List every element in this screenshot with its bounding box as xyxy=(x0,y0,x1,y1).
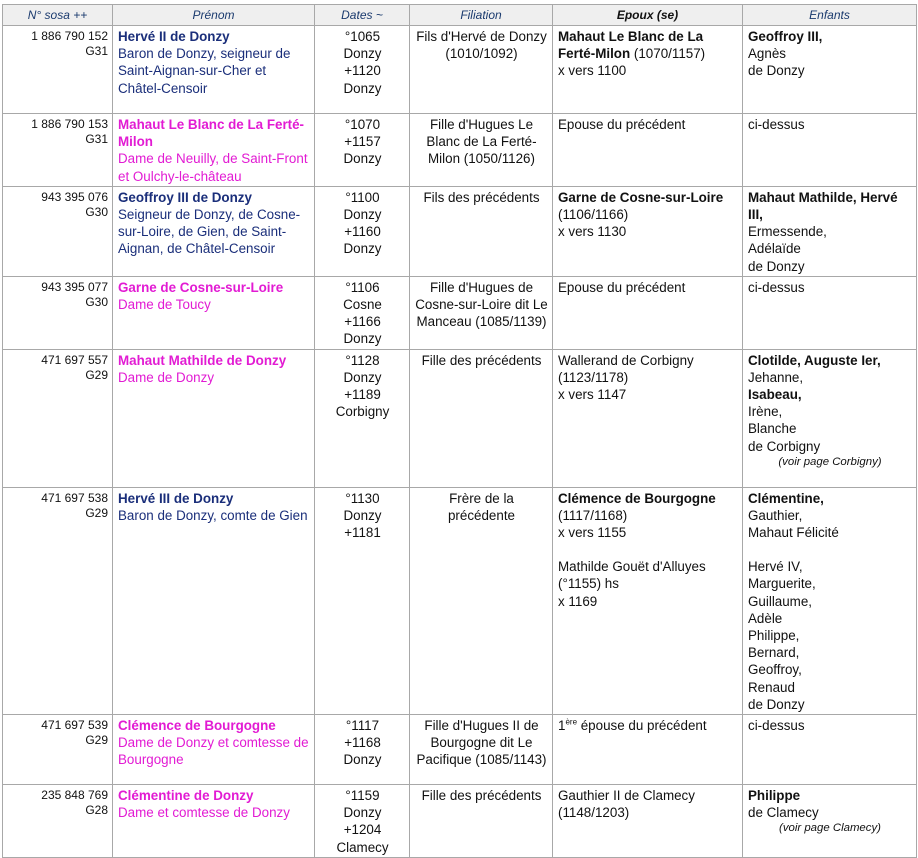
spouse-dates: (1070/1157) xyxy=(630,46,706,62)
sosa-number: 471 697 557 xyxy=(41,352,108,367)
table-row xyxy=(3,186,917,276)
generation: G29 xyxy=(85,367,108,382)
sosa-number: 471 697 538 xyxy=(41,490,108,505)
child-name: Agnès xyxy=(748,46,786,62)
dates-cell xyxy=(315,26,410,114)
children-cell: ci-dessus xyxy=(743,276,917,349)
dates-cell xyxy=(315,349,410,487)
marriage-date: x vers 1155 xyxy=(558,525,627,541)
birth-place: Donzy xyxy=(343,507,382,523)
death-place: Donzy xyxy=(343,752,382,768)
dates-cell xyxy=(315,487,410,714)
table-row xyxy=(3,26,917,114)
table-row xyxy=(3,785,917,858)
sosa-number: 1 886 790 153 xyxy=(31,117,108,131)
child-surname: de Corbigny xyxy=(748,438,821,454)
person-cell xyxy=(113,349,315,487)
filiation-cell: Fils d'Hervé de Donzy (1010/1092) xyxy=(410,26,553,114)
death-date: +1166 xyxy=(344,314,381,330)
children-cell xyxy=(743,785,917,858)
child-name: Bernard, xyxy=(748,645,800,661)
table-row xyxy=(3,114,917,187)
generation: G30 xyxy=(85,294,108,309)
generation: G31 xyxy=(85,44,108,58)
person-cell xyxy=(113,487,315,714)
child-name: Irène, xyxy=(748,404,783,420)
table-row xyxy=(3,349,917,487)
death-place: Donzy xyxy=(343,331,382,347)
birth-place: Cosne xyxy=(343,297,382,313)
header-row xyxy=(3,5,917,26)
spouse-rank-suffix: ère xyxy=(565,717,578,727)
birth-date: °1117 xyxy=(345,718,380,734)
filiation-cell: Fille d'Hugues II de Bourgogne dit Le Pacifique (1085/1143) xyxy=(410,715,553,785)
header-filiation: Filiation xyxy=(410,5,553,26)
sosa-cell xyxy=(3,114,113,187)
birth-place: Donzy xyxy=(343,805,382,821)
person-cell xyxy=(113,186,315,276)
second-marriage-date: x 1169 xyxy=(558,593,598,609)
child-name: Guillaume, xyxy=(748,593,813,609)
child-name: Adélaïde xyxy=(748,241,801,257)
spouse-cell xyxy=(553,26,743,114)
generation: G28 xyxy=(85,803,108,818)
child-name: Philippe, xyxy=(748,628,800,644)
child-name: Hervé IV, xyxy=(748,559,803,575)
filiation-cell: Fille des précédents xyxy=(410,349,553,487)
death-place: Donzy xyxy=(343,151,382,167)
child-name: Clémentine, xyxy=(748,490,824,506)
children-cell xyxy=(743,349,917,487)
filiation-cell: Fille d'Hugues Le Blanc de La Ferté-Milon (1050/1126) xyxy=(410,114,553,187)
person-cell xyxy=(113,26,315,114)
spouse-name: Wallerand de Corbigny (1123/1178) xyxy=(558,352,694,385)
header-enfants: Enfants xyxy=(743,5,917,26)
child-name: Marguerite, xyxy=(748,576,816,592)
person-name: Mahaut Mathilde de Donzy xyxy=(118,352,287,368)
child-surname: de Clamecy xyxy=(748,805,819,821)
dates-cell xyxy=(315,186,410,276)
child-name: Clotilde, Auguste Ier, xyxy=(748,352,881,368)
sosa-cell xyxy=(3,26,113,114)
person-title: Dame de Toucy xyxy=(118,297,211,313)
child-name: Mahaut Félicité xyxy=(748,525,839,541)
spouse-name: Garne de Cosne-sur-Loire xyxy=(558,189,724,205)
spouse-cell xyxy=(553,349,743,487)
second-spouse: Mathilde Gouët d'Alluyes (°1155) hs xyxy=(558,559,706,592)
marriage-date: x vers 1147 xyxy=(558,387,627,403)
spouse-dates: (1106/1166) xyxy=(558,207,629,223)
header-epoux: Epoux (se) xyxy=(553,5,743,26)
death-place: Donzy xyxy=(343,241,382,257)
child-name: Adèle xyxy=(748,610,783,626)
birth-date: °1159 xyxy=(345,788,380,804)
child-name: Renaud xyxy=(748,679,795,695)
person-name: Mahaut Le Blanc de La Ferté-Milon xyxy=(118,117,305,150)
dates-cell xyxy=(315,785,410,858)
genealogy-table xyxy=(2,4,917,858)
death-date: +1181 xyxy=(344,525,381,541)
sosa-number: 943 395 077 xyxy=(41,279,108,294)
child-name: Philippe xyxy=(748,788,801,804)
person-name: Garne de Cosne-sur-Loire xyxy=(118,279,284,295)
death-place: Corbigny xyxy=(335,404,390,420)
person-cell xyxy=(113,114,315,187)
children-cell xyxy=(743,487,917,714)
person-title: Baron de Donzy, comte de Gien xyxy=(118,507,308,523)
birth-date: °1070 xyxy=(344,117,381,132)
person-cell xyxy=(113,785,315,858)
child-name: Geoffroy, xyxy=(748,662,802,678)
child-name: Jehanne, xyxy=(748,369,804,385)
death-place: Clamecy xyxy=(336,839,389,855)
person-title: Baron de Donzy, seigneur de Saint-Aignan-sur-Cher et Châtel-Censoir xyxy=(118,46,291,96)
person-title: Dame de Neuilly, de Saint-Front et Oulchy-le-château xyxy=(118,151,308,184)
death-date: +1157 xyxy=(344,134,381,150)
birth-place: Donzy xyxy=(343,207,382,223)
header-sosa: N° sosa ++ xyxy=(3,5,113,26)
marriage-date: x vers 1130 xyxy=(558,224,627,240)
sosa-cell xyxy=(3,349,113,487)
person-name: Hervé III de Donzy xyxy=(118,490,234,506)
filiation-cell: Fils des précédents xyxy=(410,186,553,276)
spouse-cell xyxy=(553,715,743,785)
see-page-note: (voir page Clamecy) xyxy=(779,822,881,835)
sosa-cell xyxy=(3,785,113,858)
person-name: Geoffroy III de Donzy xyxy=(118,189,252,205)
child-surname: de Donzy xyxy=(748,63,805,79)
birth-date: °1130 xyxy=(345,490,380,506)
dates-cell xyxy=(315,276,410,349)
person-name: Hervé II de Donzy xyxy=(118,29,230,44)
birth-date: °1106 xyxy=(345,279,380,295)
spouse-text: épouse du précédent xyxy=(577,718,707,734)
spouse-cell xyxy=(553,487,743,714)
person-cell xyxy=(113,715,315,785)
generation: G31 xyxy=(85,132,108,146)
child-name: Geoffroy III, xyxy=(748,29,823,44)
child-name: Gauthier, xyxy=(748,507,803,523)
spouse-cell: Gauthier II de Clamecy (1148/1203) xyxy=(553,785,743,858)
sosa-number: 943 395 076 xyxy=(41,189,108,204)
header-prenom: Prénom xyxy=(113,5,315,26)
birth-date: °1065 xyxy=(344,29,381,44)
spouse-cell: Epouse du précédent xyxy=(553,114,743,187)
death-date: +1189 xyxy=(344,387,381,403)
sosa-number: 235 848 769 xyxy=(41,788,108,803)
children-cell: ci-dessus xyxy=(743,114,917,187)
birth-place: Donzy xyxy=(343,46,382,62)
sosa-cell xyxy=(3,715,113,785)
child-name: Blanche xyxy=(748,421,797,437)
table-row xyxy=(3,487,917,714)
person-title: Dame et comtesse de Donzy xyxy=(118,805,290,821)
child-name: Ermessende, xyxy=(748,224,827,240)
child-surname: de Donzy xyxy=(748,696,805,712)
table-row xyxy=(3,715,917,785)
person-cell xyxy=(113,276,315,349)
sosa-number: 1 886 790 152 xyxy=(31,29,108,43)
death-date: +1120 xyxy=(344,63,381,79)
birth-date: °1128 xyxy=(345,352,380,368)
person-name: Clémentine de Donzy xyxy=(118,788,254,804)
child-surname: de Donzy xyxy=(748,258,805,274)
person-title: Dame de Donzy et comtesse de Bourgogne xyxy=(118,735,309,768)
death-place: Donzy xyxy=(343,80,382,96)
spouse-name: Mahaut Le Blanc de La Ferté-Milon xyxy=(558,29,704,62)
filiation-cell: Fille des précédents xyxy=(410,785,553,858)
spouse-dates: (1117/1168) xyxy=(558,507,628,523)
table-row xyxy=(3,276,917,349)
filiation-cell: Frère de la précédente xyxy=(410,487,553,714)
spouse-rank: 1 xyxy=(558,718,566,734)
child-name: Isabeau, xyxy=(748,387,802,403)
sosa-number: 471 697 539 xyxy=(41,718,108,733)
person-title: Dame de Donzy xyxy=(118,369,215,385)
dates-cell xyxy=(315,114,410,187)
children-cell xyxy=(743,26,917,114)
sosa-cell xyxy=(3,487,113,714)
sosa-cell xyxy=(3,276,113,349)
see-page-note: (voir page Corbigny) xyxy=(778,455,882,468)
child-name: Mahaut Mathilde, Hervé III, xyxy=(748,189,898,223)
spouse-name: Clémence de Bourgogne xyxy=(558,490,716,506)
children-cell: ci-dessus xyxy=(743,715,917,785)
generation: G29 xyxy=(85,505,108,520)
person-name: Clémence de Bourgogne xyxy=(118,718,276,734)
children-cell xyxy=(743,186,917,276)
spouse-cell: Epouse du précédent xyxy=(553,276,743,349)
spouse-cell xyxy=(553,186,743,276)
marriage-date: x vers 1100 xyxy=(558,63,627,79)
person-title: Seigneur de Donzy, de Cosne-sur-Loire, de Gien, de Saint-Aignan, de Châtel-Censoir xyxy=(118,207,301,257)
generation: G29 xyxy=(85,733,108,748)
birth-date: °1100 xyxy=(345,189,380,205)
sosa-cell xyxy=(3,186,113,276)
dates-cell xyxy=(315,715,410,785)
death-date: +1160 xyxy=(344,224,381,240)
death-date: +1168 xyxy=(344,735,381,751)
generation: G30 xyxy=(85,204,108,219)
header-dates: Dates ~ xyxy=(315,5,410,26)
death-date: +1204 xyxy=(343,822,382,838)
filiation-cell: Fille d'Hugues de Cosne-sur-Loire dit Le Manceau (1085/1139) xyxy=(410,276,553,349)
birth-place: Donzy xyxy=(343,369,382,385)
